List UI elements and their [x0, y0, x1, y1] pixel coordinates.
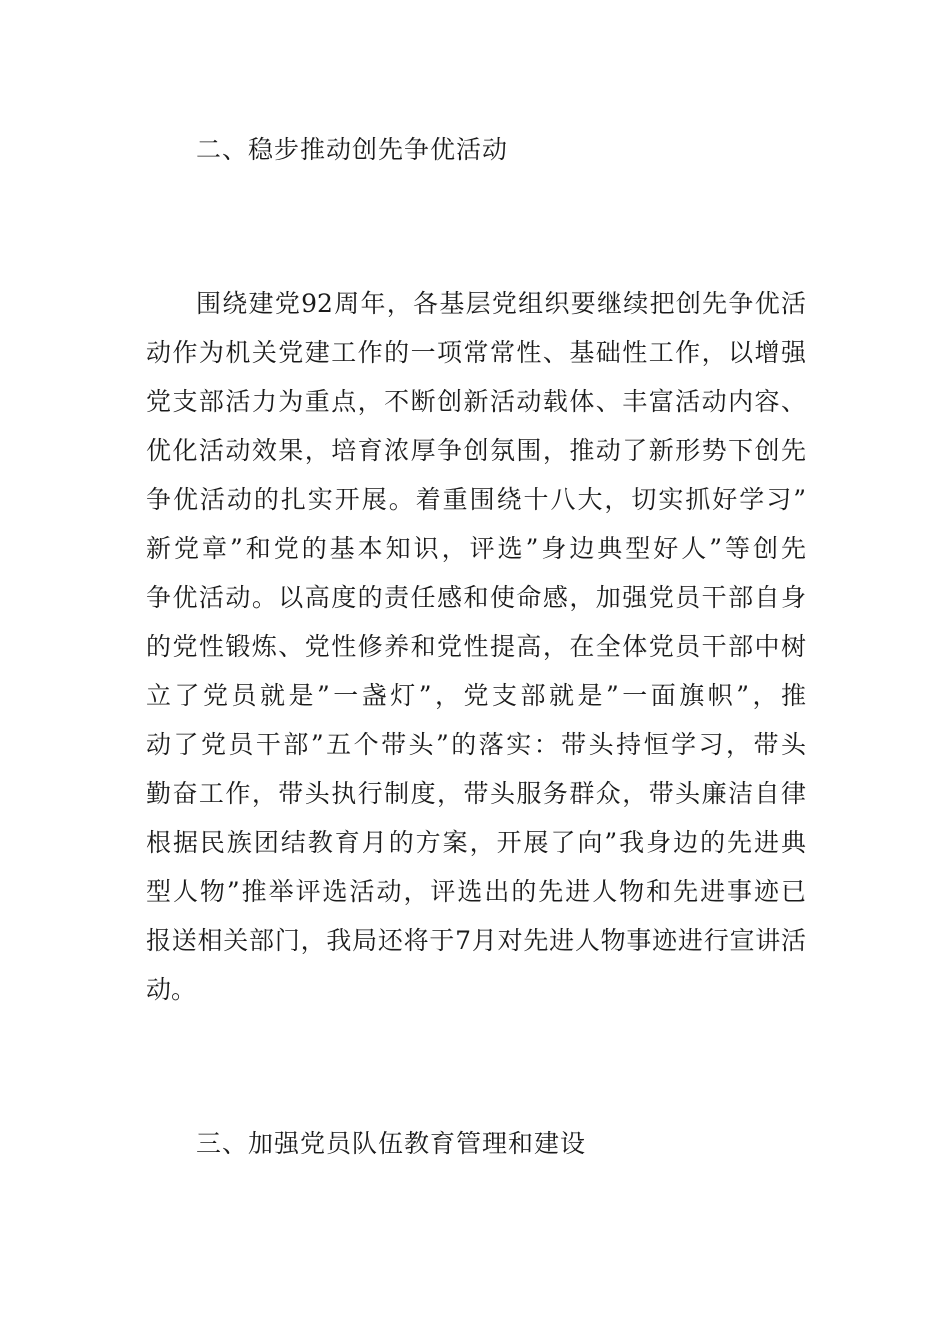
section-heading-3: 三、加强党员队伍教育管理和建设	[196, 1129, 587, 1158]
section-paragraph	[146, 286, 806, 1021]
paragraph-line: 勤奋工作，带头执行制度，带头服务群众，带头廉洁自律	[146, 779, 806, 808]
paragraph-line: 围绕建党92周年，各基层党组织要继续把创先争优活	[196, 289, 806, 318]
paragraph-line: 型人物”推举评选活动，评选出的先进人物和先进事迹已	[146, 877, 806, 906]
paragraph-line: 立了党员就是”一盏灯”，党支部就是”一面旗帜”，推	[146, 681, 806, 710]
paragraph-line: 争优活动。以高度的责任感和使命感，加强党员干部自身	[146, 583, 806, 612]
paragraph-line: 报送相关部门，我局还将于7月对先进人物事迹进行宣讲活	[146, 926, 806, 955]
paragraph-line: 根据民族团结教育月的方案，开展了向”我身边的先进典	[146, 828, 806, 857]
paragraph-line: 争优活动的扎实开展。着重围绕十八大，切实抓好学习”	[146, 485, 806, 514]
paragraph-line: 优化活动效果，培育浓厚争创氛围，推动了新形势下创先	[146, 436, 806, 465]
section-heading-2: 二、稳步推动创先争优活动	[196, 135, 509, 164]
paragraph-line: 新党章”和党的基本知识，评选”身边典型好人”等创先	[146, 534, 806, 563]
paragraph-line: 党支部活力为重点，不断创新活动载体、丰富活动内容、	[146, 387, 806, 416]
paragraph-line: 的党性锻炼、党性修养和党性提高，在全体党员干部中树	[146, 632, 806, 661]
paragraph-line: 动作为机关党建工作的一项常常性、基础性工作，以增强	[146, 338, 806, 367]
paragraph-line: 动。	[146, 975, 197, 1004]
paragraph-line: 动了党员干部”五个带头”的落实：带头持恒学习，带头	[146, 730, 806, 759]
